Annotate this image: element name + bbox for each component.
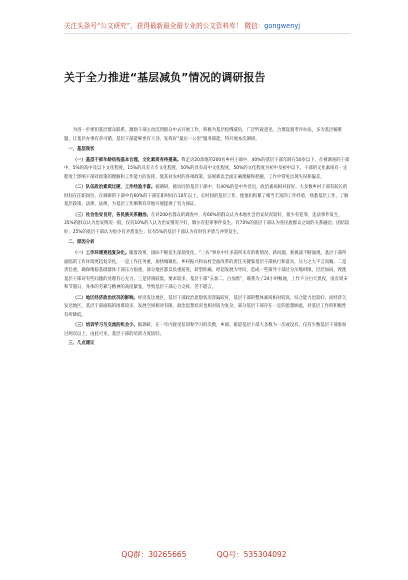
section-heading-suggestions: 三、几点建议: [68, 341, 95, 347]
paragraph-work-environment: [64, 250, 350, 293]
paragraph-political-quality: [64, 184, 350, 210]
paragraph-text: 在对200名群众的调查中，有60%的群众认为本地社会治安状况较好，很少有犯罪，违法事件发生，35%的群众认为治安情况一般，仅有10%的人认为治安情况不好，偶尔有犯罪事件发生。有70%的基层干部认为各民族群众之间的关系融洽，团结较好；25%的基层干部认为很少有矛盾发生；仅有5%的基层干部认为有时有矛盾与冲突发生。: [64, 212, 350, 235]
paragraph-lead: （三）社会治安良好，各民族关系融洽。: [72, 212, 151, 218]
page-footer: [0, 549, 408, 560]
intro-paragraph: 为进一步密切基层群众联系，激励干部主动沉到群众中去开展工作，积极为基层松绑减负，广泛听取意见，合理设置考评办法，多为基层解难题，让基层办事有章可循，基层干部能够更有干劲，发挥好“最后一公里”服务职能，特开展本次调研。: [64, 128, 342, 142]
paragraph-lead: （一）基层干部年龄结构基本合理，文化素质有待提高。: [72, 157, 182, 163]
paragraph-lead: （一）工作环境更趋复杂化。: [72, 251, 130, 257]
section-heading-analysis: 二、原因分析: [68, 240, 95, 245]
top-banner: [64, 20, 350, 34]
paragraph-text: 据调研，在一年内接受培训和学习的次数，乡镇、街道基层干部大多数为一次或没有，仅有少数基层干部参加过两次以上，由此可见，基层干部的培训力度较轻。: [64, 323, 347, 337]
document-body: [64, 127, 350, 351]
paragraph-text: 据调研，被访问的基层干部中，有40%的是中共党员，政治素质相对较好。大多数乡村干部有较长的时间在任职岗位，在调研的干部中有60%的干部任职时间在10年以上，长时间的基层工作，使他们积累了相当丰富的工作经验，熟悉基层工作，了解基层政策、法律、法规，为基层工作顺利有序地开展提供了有力保证。: [64, 185, 349, 208]
paragraph-age-structure: [64, 157, 350, 183]
banner-text: 关注头条号“公文研究”，获得最新最全最专业的公文资料库！ 微信：: [64, 22, 265, 30]
qq-group: QQ群：30265665: [121, 550, 187, 559]
document-title: 关于全力推进“基层减负”情况的调研报告: [64, 71, 266, 84]
paragraph-lead: （二）队伍政治素质过硬，工作经验丰富。: [72, 185, 156, 191]
paragraph-text: 我走访20余地的200名乡村干部中，40%的基层干部年龄在50岁以下，在被调查的干部中，5%的高中及以下文化程度，15%的具有大专文化程度，50%的具有高中文化程度，50%的文化程度为初中及初中以下。干部的文化素质有一定程度上影响干部对政策的理解和工作能力的发挥，使其对农村的各项政策，法规难以全面正确理解和把握，工作中常免出现失误和偏差。: [64, 157, 350, 181]
section-heading-status: 一、基层现状: [68, 146, 95, 152]
paragraph-lead: （二）地区经济政治状况的影响。: [72, 295, 138, 301]
wechat-id: gongwenyj: [264, 22, 301, 30]
qq-number: QQ号：535304092: [216, 550, 287, 559]
paragraph-public-security: [64, 212, 350, 238]
paragraph-lead: （三）培训学习与交流的机会少。: [72, 323, 138, 329]
paragraph-regional-economy: [64, 295, 350, 321]
paragraph-training: [64, 322, 350, 339]
paragraph-text: 随着改革，国际不断发生深刻变化，“三农”事业中许多前所未有的新情况、新问题、新挑战不断涌现，基层干部所面临的工作环境更趋复杂化，一是工作任务重，加快城镇化、乡村振兴和农村全面改革的责任关键靠基层干部执行和落实，压力之大不言而喻。二是责任重，确保维稳基础群体干部压力很重，部分地区都以负重前进，转型阵痛，经超发展为导向，造成一些领导干部过分压缩时限，层层加码，致使基层干部对有些问题的处理有心无力。三是待遇较低，要求较多，基层干部“五加二、白加黑”，联系为了24小时畅通，工作不分白天黑夜，没有周末和节假日，身体的劳累与精神的高度紧张，导致基层干部心力交瘁，苦不堪言。: [64, 251, 348, 291]
paragraph-text: 经济发达地区，基层干部政治思想状况普遍较好，基层干部的整体素质相对较高，综合能力也较好。而经济欠发达地区，基层干部面临的困难较多，发展空间相对有限，政治思想状况也相对较为复杂，部分基层干部存在一定的思想顾虑，对基层工作的积极性有所降低。: [64, 295, 347, 318]
